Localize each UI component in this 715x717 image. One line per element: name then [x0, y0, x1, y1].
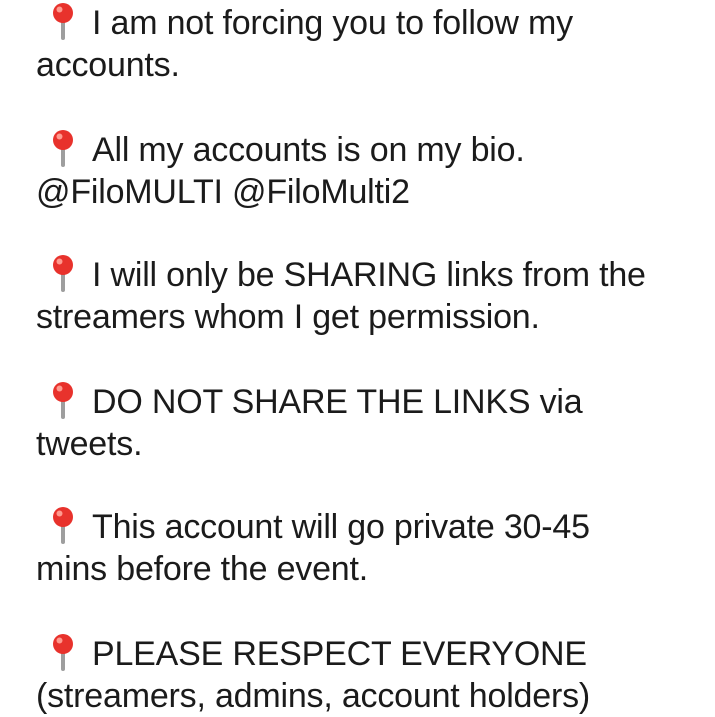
rule-line-1 [36, 2, 706, 44]
rule-paragraph-6 [36, 633, 706, 717]
rule-text-4: DO NOT SHARE THE LINKS via [92, 383, 583, 421]
round-pushpin-icon [48, 633, 78, 671]
rule-paragraph-3 [36, 254, 706, 338]
round-pushpin-icon [48, 381, 78, 419]
round-pushpin-icon [48, 129, 78, 167]
rule-line-1b: accounts. [36, 46, 180, 84]
rule-paragraph-4 [36, 381, 706, 465]
round-pushpin-icon [48, 254, 78, 292]
rule-line-5b: mins before the event. [36, 550, 369, 588]
rule-line-3 [36, 254, 706, 296]
rule-text-6: PLEASE RESPECT EVERYONE [92, 635, 587, 673]
rule-paragraph-5 [36, 506, 706, 590]
post-body [36, 0, 706, 715]
rule-line-6 [36, 633, 706, 675]
rule-text-5: This account will go private 30-45 [92, 508, 590, 546]
rule-paragraph-1 [36, 2, 706, 86]
rule-line-2b: @FiloMULTI @FiloMulti2 [36, 173, 410, 211]
rule-line-3b: streamers whom I get permission. [36, 298, 540, 336]
rule-paragraph-2 [36, 129, 706, 213]
rule-line-4b: tweets. [36, 425, 143, 463]
round-pushpin-icon [48, 506, 78, 544]
rule-text-3: I will only be SHARING links from the [92, 256, 646, 294]
round-pushpin-icon [48, 2, 78, 40]
rule-line-2 [36, 129, 706, 171]
rule-text-1: I am not forcing you to follow my [92, 4, 573, 42]
rule-line-5 [36, 506, 706, 548]
rule-line-4 [36, 381, 706, 423]
rule-line-6b: (streamers, admins, account holders) [36, 677, 591, 715]
rule-text-2: All my accounts is on my bio. [92, 131, 525, 169]
